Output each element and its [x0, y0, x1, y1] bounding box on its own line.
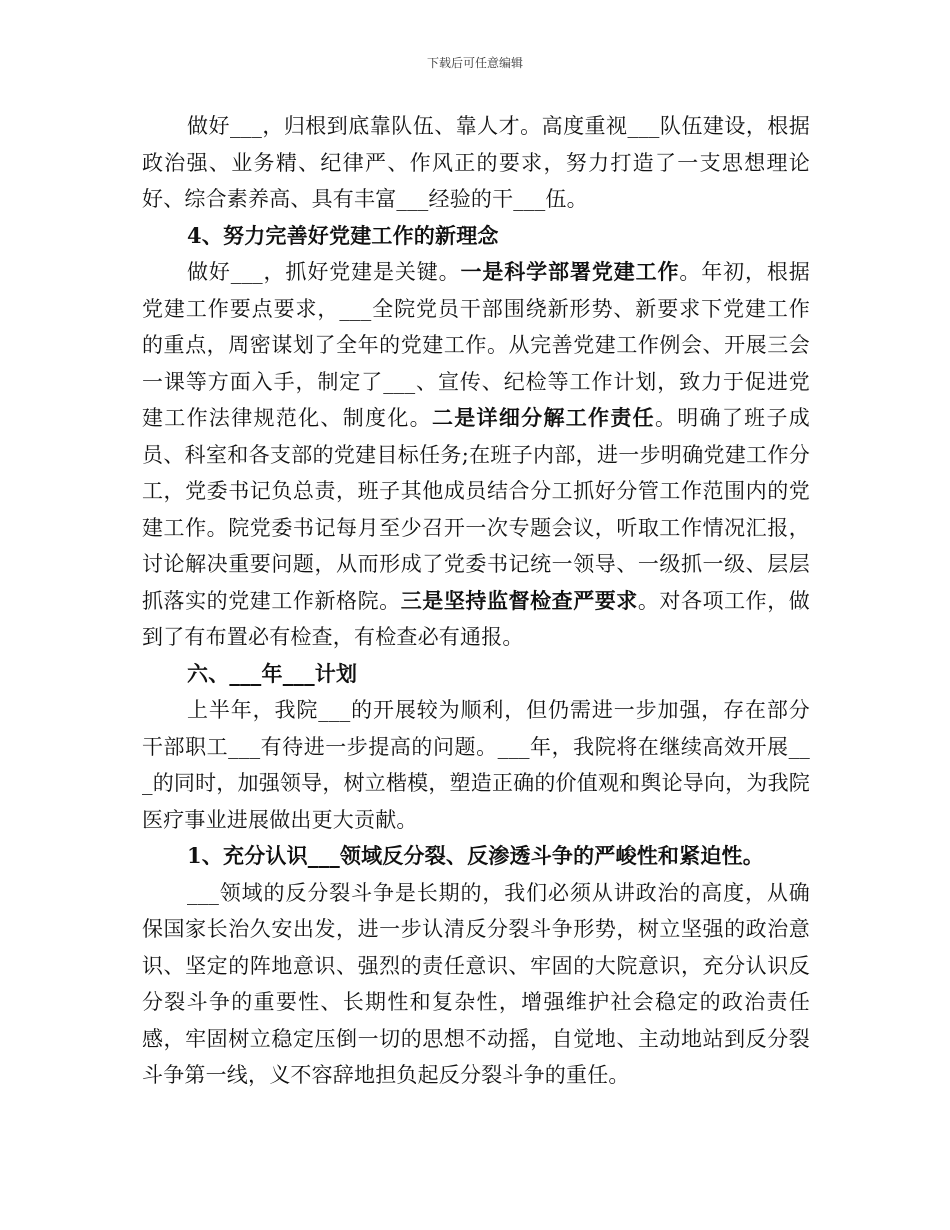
paragraph-party-building-work [142, 254, 810, 656]
bold-point-two: 二是详细分解工作责任 [431, 405, 655, 430]
bold-point-three: 三是坚持监督检查严要求 [400, 587, 638, 613]
paragraph-team-building: 做好___，归根到底靠队伍、靠人才。高度重视___队伍建设，根据政治强、业务精、纪律严、作风正的要求，努力打造了一支思想理论好、综合素养高、具有丰富___经验的干___伍。 [142, 114, 810, 211]
page-header: 下载后可任意编辑 [426, 56, 523, 70]
bold-point-one: 一是科学部署党建工作 [460, 259, 680, 284]
paragraph-plan-overview: 上半年，我院___的开展较为顺利，但仍需进一步加强，存在部分干部职工___有待进一步提高的问题。___年，我院将在继续高效开展___的同时，加强领导，树立楷模，塑造正确的价值观和舆论导向，为我院医疗事业进展做出更大贡献。 [142, 698, 810, 832]
paragraph-text: 。对各项工作，做到了有布置必有检查，有检查必有通报。 [142, 588, 810, 649]
paragraph-text: 。年初，根据党建工作要点要求，___全院党员干部围绕新形势、新要求下党建工作的重点，周密谋划了全年的党建工作。从完善党建工作例会、开展三会一课等方面入手，制定了___、宣传、纪检等工作计划，致力于促进党建工作法律规范化、制度化。 [142, 260, 810, 430]
paragraph-anti-separatism: ___领域的反分裂斗争是长期的，我们必须从讲政治的高度，从确保国家长治久安出发，进一步认清反分裂斗争形势，树立坚强的政治意识、坚定的阵地意识、强烈的责任意识、牢固的大院意识，充分认识反分裂斗争的重要性、长期性和复杂性，增强维护社会稳定的政治责任感，牢固树立稳定压倒一切的思想不动摇，自觉地、主动地站到反分裂斗争第一线，义不容辞地担负起反分裂斗争的重任。 [142, 880, 810, 1087]
document-body [142, 108, 810, 1094]
paragraph-text: 做好___，抓好党建是关键。 [187, 260, 461, 284]
paragraph-text: 。明确了班子成员、科室和各支部的党建目标任务;在班子内部，进一步明确党建工作分工，党委书记负总责，班子其他成员结合分工抓好分管工作范围内的党建工作。院党委书记每月至少召开一次专题会议，听取工作情况汇报，讨论解决重要问题，从而形成了党委书记统一领导、一级抓一级、层层抓落实的党建工作新格院。 [142, 406, 810, 613]
heading-anti-separatism: 1、充分认识___领域反分裂、反渗透斗争的严峻性和紧迫性。 [187, 843, 764, 868]
heading-party-building-concept: 4、努力完善好党建工作的新理念 [187, 222, 499, 248]
heading-section-six-plan: 六、___年___计划 [187, 660, 358, 686]
